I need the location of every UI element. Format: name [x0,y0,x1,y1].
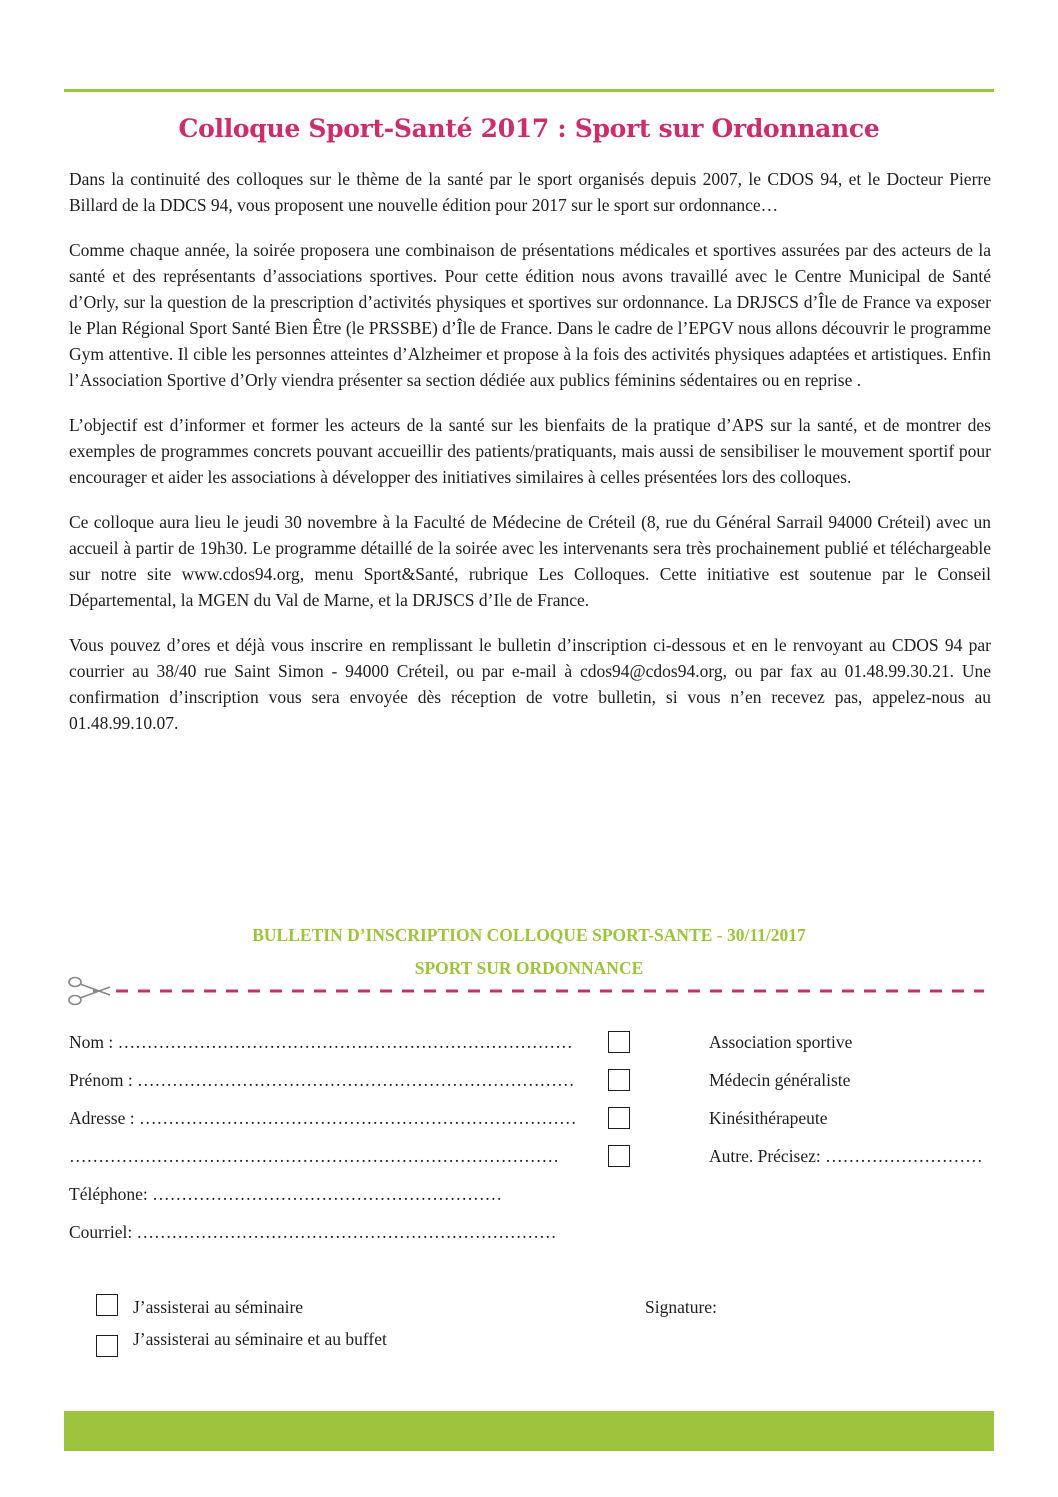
bulletin-title: BULLETIN D’INSCRIPTION COLLOQUE SPORT-SANTE - 30/11/2017 [252,925,806,945]
top-divider [64,89,994,92]
other-checkbox[interactable] [608,1145,630,1167]
other-specify-field[interactable]: Autre. Précisez: ……………………… [709,1146,983,1166]
physiotherapist-checkbox[interactable] [608,1107,630,1129]
seminar-checkbox[interactable] [96,1294,118,1316]
paragraph-venue: Ce colloque aura lieu le jeudi 30 novembre à la Faculté de Médecine de Créteil (8, rue du Général Sarrail 94000 Créteil) avec un accueil à partir de 19h30. Le programme détaillé de la soirée avec les intervenants sera très prochainement publié et téléchargeable sur notre site www.cdos94.org, menu Sport&Santé, rubrique Les Colloques. Cette initiative est soutenue par le Conseil Départemental, la MGEN du Val de Marne, et la DRJSCS d’Ile de France. [69,512,991,610]
association-checkbox[interactable] [608,1031,630,1053]
bulletin-subtitle: SPORT SUR ORDONNANCE [414,958,644,978]
scissors-icon [69,978,110,1005]
paragraph-objective: L’objectif est d’informer et former les acteurs de la santé sur les bienfaits de la pratique d’APS sur la santé, et de montrer des exemples de programmes concrets pouvant accueillir des patients/pratiquants, mais aussi de sensibiliser le mouvement sportif pour encourager et aider les associations à développer des initiatives similaires à celles présentées lors des colloques. [69,415,991,487]
seminar-label: J’assisterai au séminaire [133,1297,304,1317]
seminar-buffet-checkbox[interactable] [96,1335,118,1357]
email-field[interactable]: Courriel: ……………………………………………………………… [69,1222,557,1242]
paragraph-registration: Vous pouvez d’ores et déjà vous inscrire en remplissant le bulletin d’inscription ci-dessous et en le renvoyant au CDOS 94 par courrier au 38/40 rue Saint Simon - 94000 Créteil, ou par e-mail à cdos94@cdos94.org, ou par fax au 01.48.99.30.21. Une confirmation d’inscription vous sera envoyée dès réception de votre bulletin, si vous n’en recevez pas, appelez-nous au 01.48.99.10.07. [69,635,991,733]
physiotherapist-label: Kinésithérapeute [709,1108,828,1128]
footer-bar [64,1411,994,1451]
body-text [69,166,991,755]
paragraph-intro: Dans la continuité des colloques sur le thème de la santé par le sport organisés depuis 2007, le CDOS 94, et le Docteur Pierre Billard de la DDCS 94, vous proposent une nouvelle édition pour 2017 sur le sport sur ordonnance… [69,169,991,215]
phone-field[interactable]: Téléphone: …………………………………………………… [69,1184,503,1204]
signature-label: Signature: [645,1297,717,1317]
page-title: Colloque Sport-Santé 2017 : Sport sur Ordonnance [178,114,880,143]
general-practitioner-checkbox[interactable] [608,1069,630,1091]
general-practitioner-label: Médecin généraliste [709,1070,851,1090]
address-field[interactable]: Adresse : ………………………………………………………………… [69,1108,577,1128]
first-name-field[interactable]: Prénom : ………………………………………………………………… [69,1070,575,1090]
cut-line [66,974,986,1008]
address-line2-field[interactable]: ………………………………………………………………………… [69,1146,559,1166]
paragraph-program: Comme chaque année, la soirée proposera une combinaison de présentations médicales et sportives assurées par des acteurs de la santé et des représentants d’associations sportives. Pour cette édition nous avons travaillé avec le Centre Municipal de Santé d’Orly, sur la question de la prescription d’activités physiques et sportives sur ordonnance. La DRJSCS d’Île de France va exposer le Plan Régional Sport Santé Bien Être (le PRSSBE) d’Île de France. Dans le cadre de l’EPGV nous allons découvrir le programme Gym attentive. Il cible les personnes atteintes d’Alzheimer et propose à la fois des activités physiques adaptées et artistiques. Enfin l’Association Sportive d’Orly viendra présenter sa section dédiée aux publics féminins sédentaires ou en reprise . [69,240,991,390]
name-field[interactable]: Nom : …………………………………………………………………… [69,1032,573,1052]
association-label: Association sportive [709,1032,853,1052]
seminar-buffet-label: J’assisterai au séminaire et au buffet [133,1329,387,1349]
